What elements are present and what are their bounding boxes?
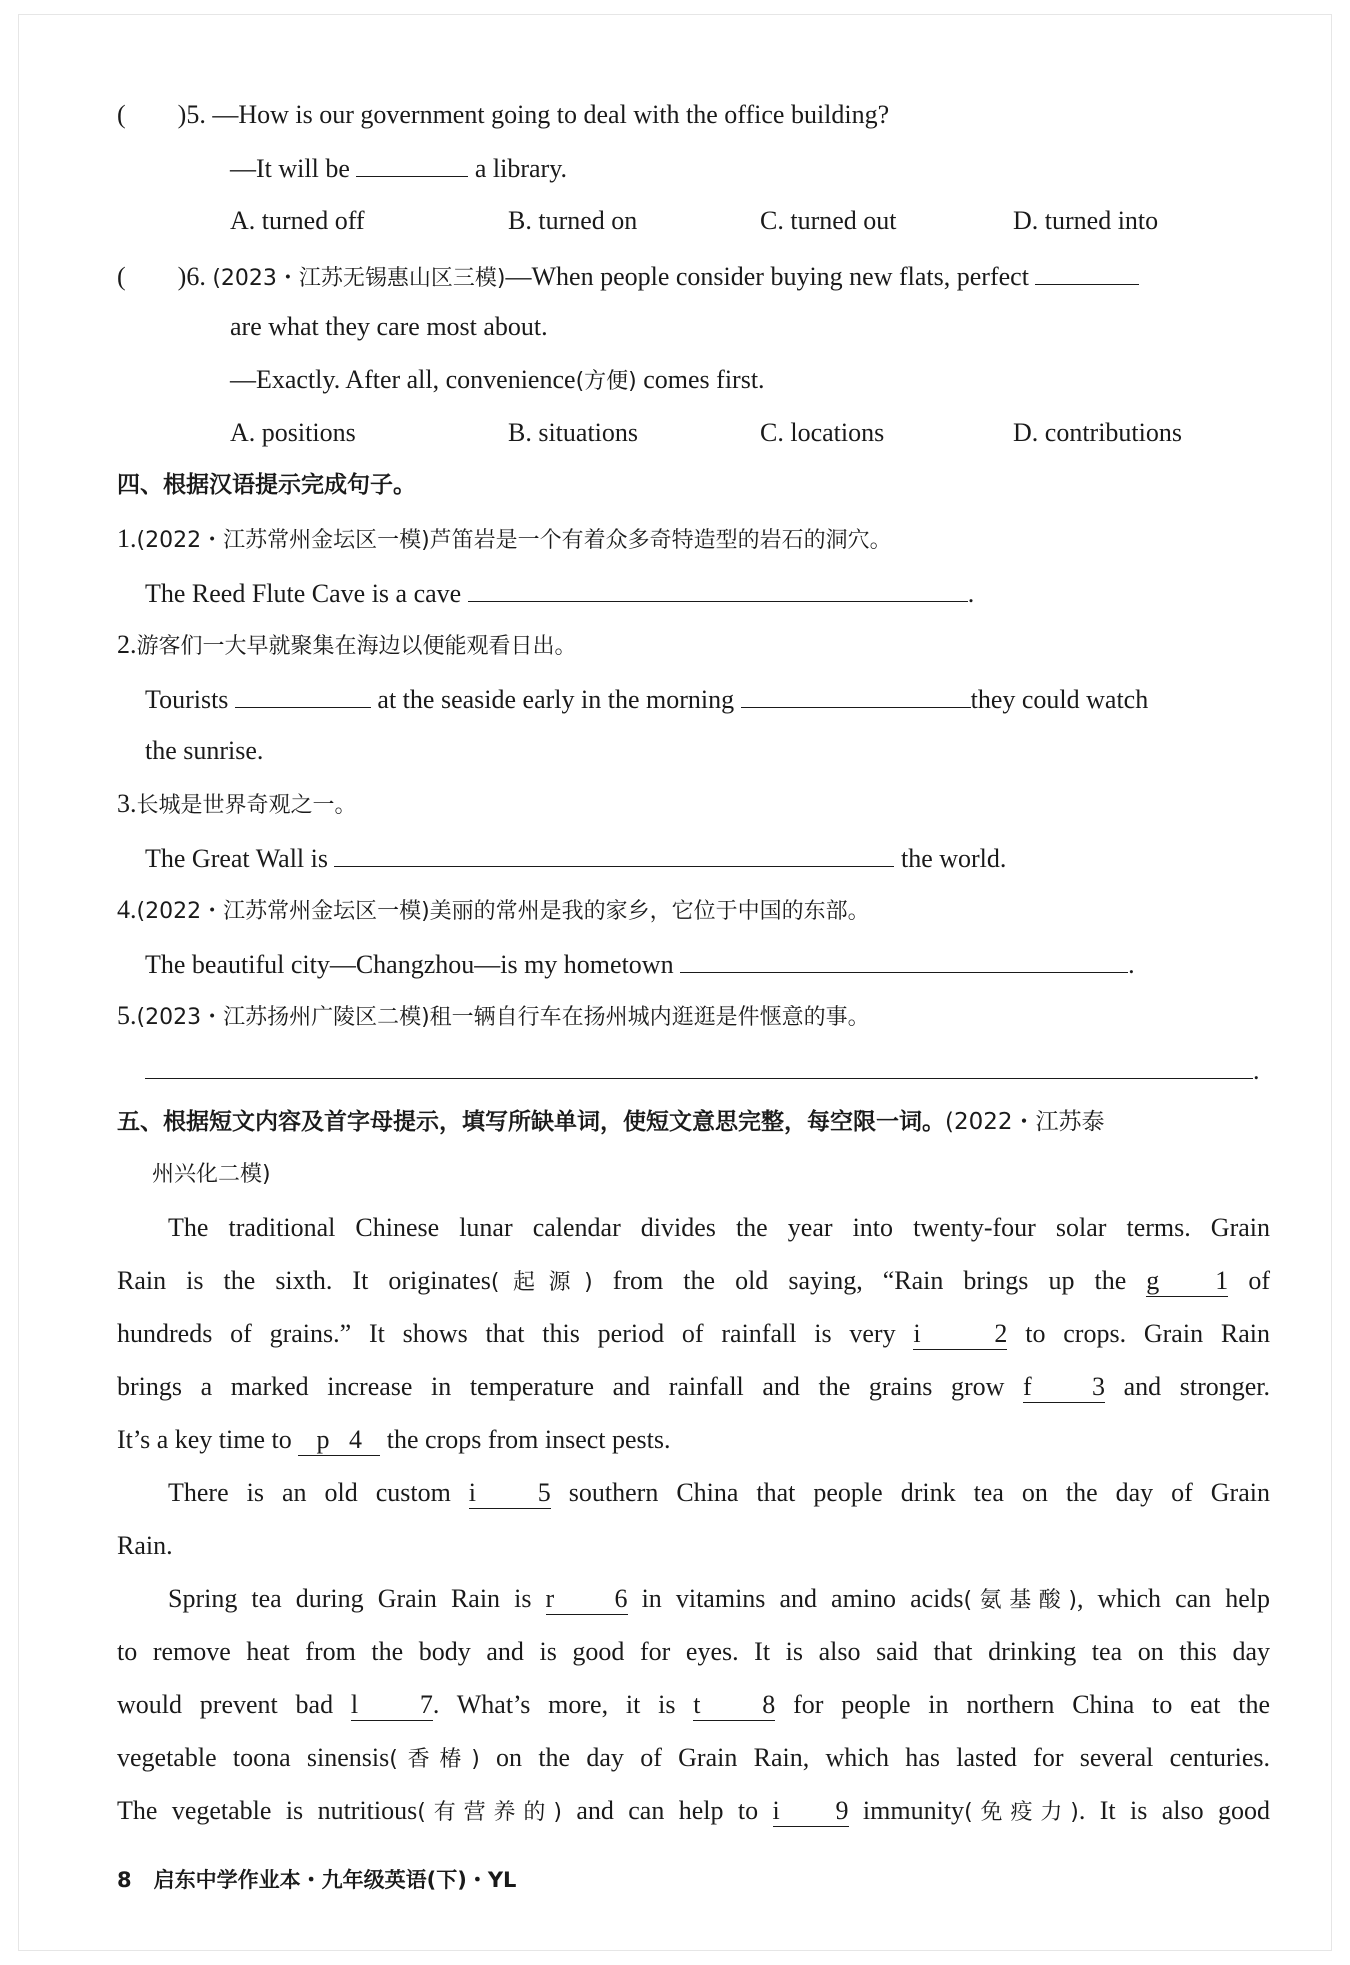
blank-7[interactable]: l 7 — [350, 1690, 433, 1719]
option-b[interactable]: B. situations — [508, 418, 639, 447]
section-5-heading-cont: 州兴化二模) — [152, 1162, 271, 1187]
option-d[interactable]: D. contributions — [1013, 418, 1182, 447]
source-note: (2023・江苏无锡惠山区三模) — [212, 266, 506, 291]
q6-reply: —Exactly. After all, convenience(方便) comes first. — [230, 365, 765, 394]
passage-line: Rain. — [117, 1531, 173, 1560]
blank-3[interactable]: f 3 — [1023, 1372, 1106, 1401]
option-a[interactable]: A. turned off — [230, 206, 365, 235]
answer-blank[interactable] — [741, 681, 971, 708]
q6-stem-cont: are what they care most about. — [230, 312, 548, 341]
blank-4[interactable]: p 4 — [298, 1425, 380, 1456]
answer-blank[interactable] — [145, 1052, 1253, 1079]
blank-1[interactable]: g 1 — [1146, 1266, 1229, 1295]
s4-item-3-en: The Great Wall is the world. — [145, 840, 1006, 876]
book-title: 启东中学作业本・九年级英语(下)・YL — [153, 1868, 517, 1892]
option-c[interactable]: C. locations — [760, 418, 885, 447]
blank-9[interactable]: i 9 — [772, 1796, 849, 1825]
page-number: 8 — [117, 1868, 132, 1892]
blank-8[interactable]: t 8 — [693, 1690, 776, 1719]
passage-line: Spring tea during Grain Rain is r 6 in vitamins and amino acids(氨基酸), which can help — [168, 1584, 1270, 1613]
answer-bracket[interactable]: ( )6. — [117, 262, 213, 291]
passage-line: to remove heat from the body and is good for eyes. It is also said that drinking tea on this day — [117, 1637, 1270, 1666]
option-a[interactable]: A. positions — [230, 418, 356, 447]
q5-reply: —It will be a library. — [230, 150, 567, 186]
passage-line: hundreds of grains.” It shows that this period of rainfall is very i 2 to crops. Grain Rain — [117, 1319, 1270, 1348]
page-footer — [117, 1865, 516, 1895]
answer-blank[interactable] — [356, 150, 468, 177]
answer-blank[interactable] — [680, 946, 1128, 973]
blank-2[interactable]: i 2 — [913, 1319, 1008, 1348]
answer-blank[interactable] — [468, 575, 968, 602]
s4-item-2-en: Tourists at the seaside early in the morning they could watch — [145, 681, 1148, 717]
option-d[interactable]: D. turned into — [1013, 206, 1159, 235]
s4-item-1-en: The Reed Flute Cave is a cave . — [145, 575, 974, 611]
passage-line: There is an old custom i 5 southern China that people drink tea on the day of Grain — [168, 1478, 1270, 1507]
answer-blank[interactable] — [1035, 258, 1139, 285]
passage-line: would prevent bad l 7. What’s more, it is t 8 for people in northern China to eat the — [117, 1690, 1270, 1719]
option-b[interactable]: B. turned on — [508, 206, 638, 235]
passage-line: It’s a key time to p 4 the crops from insect pests. — [117, 1425, 671, 1454]
passage-line: Rain is the sixth. It originates(起源) from the old saying, “Rain brings up the g 1 of — [117, 1266, 1270, 1295]
s4-item-1-cn: 1.(2022・江苏常州金坛区一模)芦笛岩是一个有着众多奇特造型的岩石的洞穴。 — [117, 524, 892, 553]
blank-5[interactable]: i 5 — [468, 1478, 551, 1507]
s4-item-2-cn: 2.游客们一大早就聚集在海边以便能观看日出。 — [117, 630, 577, 659]
q5-stem: ( )5. —How is our government going to deal with the office building? — [117, 100, 890, 129]
passage-line: vegetable toona sinensis(香椿) on the day of Grain Rain, which has lasted for several centuries. — [117, 1743, 1271, 1772]
s4-item-5-en: . — [145, 1052, 1260, 1088]
answer-bracket[interactable]: ( )5. — [117, 100, 213, 129]
passage-line: The traditional Chinese lunar calendar divides the year into twenty-four solar terms. Grain — [168, 1213, 1270, 1242]
passage-line: The vegetable is nutritious(有营养的) and can help to i 9 immunity(免疫力). It is also good — [117, 1796, 1271, 1825]
section-5-heading: 五、根据短文内容及首字母提示，填写所缺单词，使短文意思完整，每空限一词。(2022・江苏泰 — [117, 1109, 1105, 1135]
s4-item-4-en: The beautiful city—Changzhou—is my hometown . — [145, 946, 1135, 982]
answer-blank[interactable] — [235, 681, 371, 708]
blank-6[interactable]: r 6 — [545, 1584, 628, 1613]
option-c[interactable]: C. turned out — [760, 206, 897, 235]
q6-stem: ( )6. (2023・江苏无锡惠山区三模)—When people consider buying new flats, perfect — [117, 258, 1139, 296]
answer-blank[interactable] — [334, 840, 894, 867]
s4-item-2-en-cont: the sunrise. — [145, 736, 264, 765]
s4-item-3-cn: 3.长城是世界奇观之一。 — [117, 789, 357, 818]
passage-line: brings a marked increase in temperature and rainfall and the grains grow f 3 and stronger. — [117, 1372, 1271, 1401]
section-4-heading: 四、根据汉语提示完成句子。 — [117, 472, 416, 498]
s4-item-5-cn: 5.(2023・江苏扬州广陵区二模)租一辆自行车在扬州城内逛逛是件惬意的事。 — [117, 1001, 870, 1030]
s4-item-4-cn: 4.(2022・江苏常州金坛区一模)美丽的常州是我的家乡，它位于中国的东部。 — [117, 895, 870, 924]
